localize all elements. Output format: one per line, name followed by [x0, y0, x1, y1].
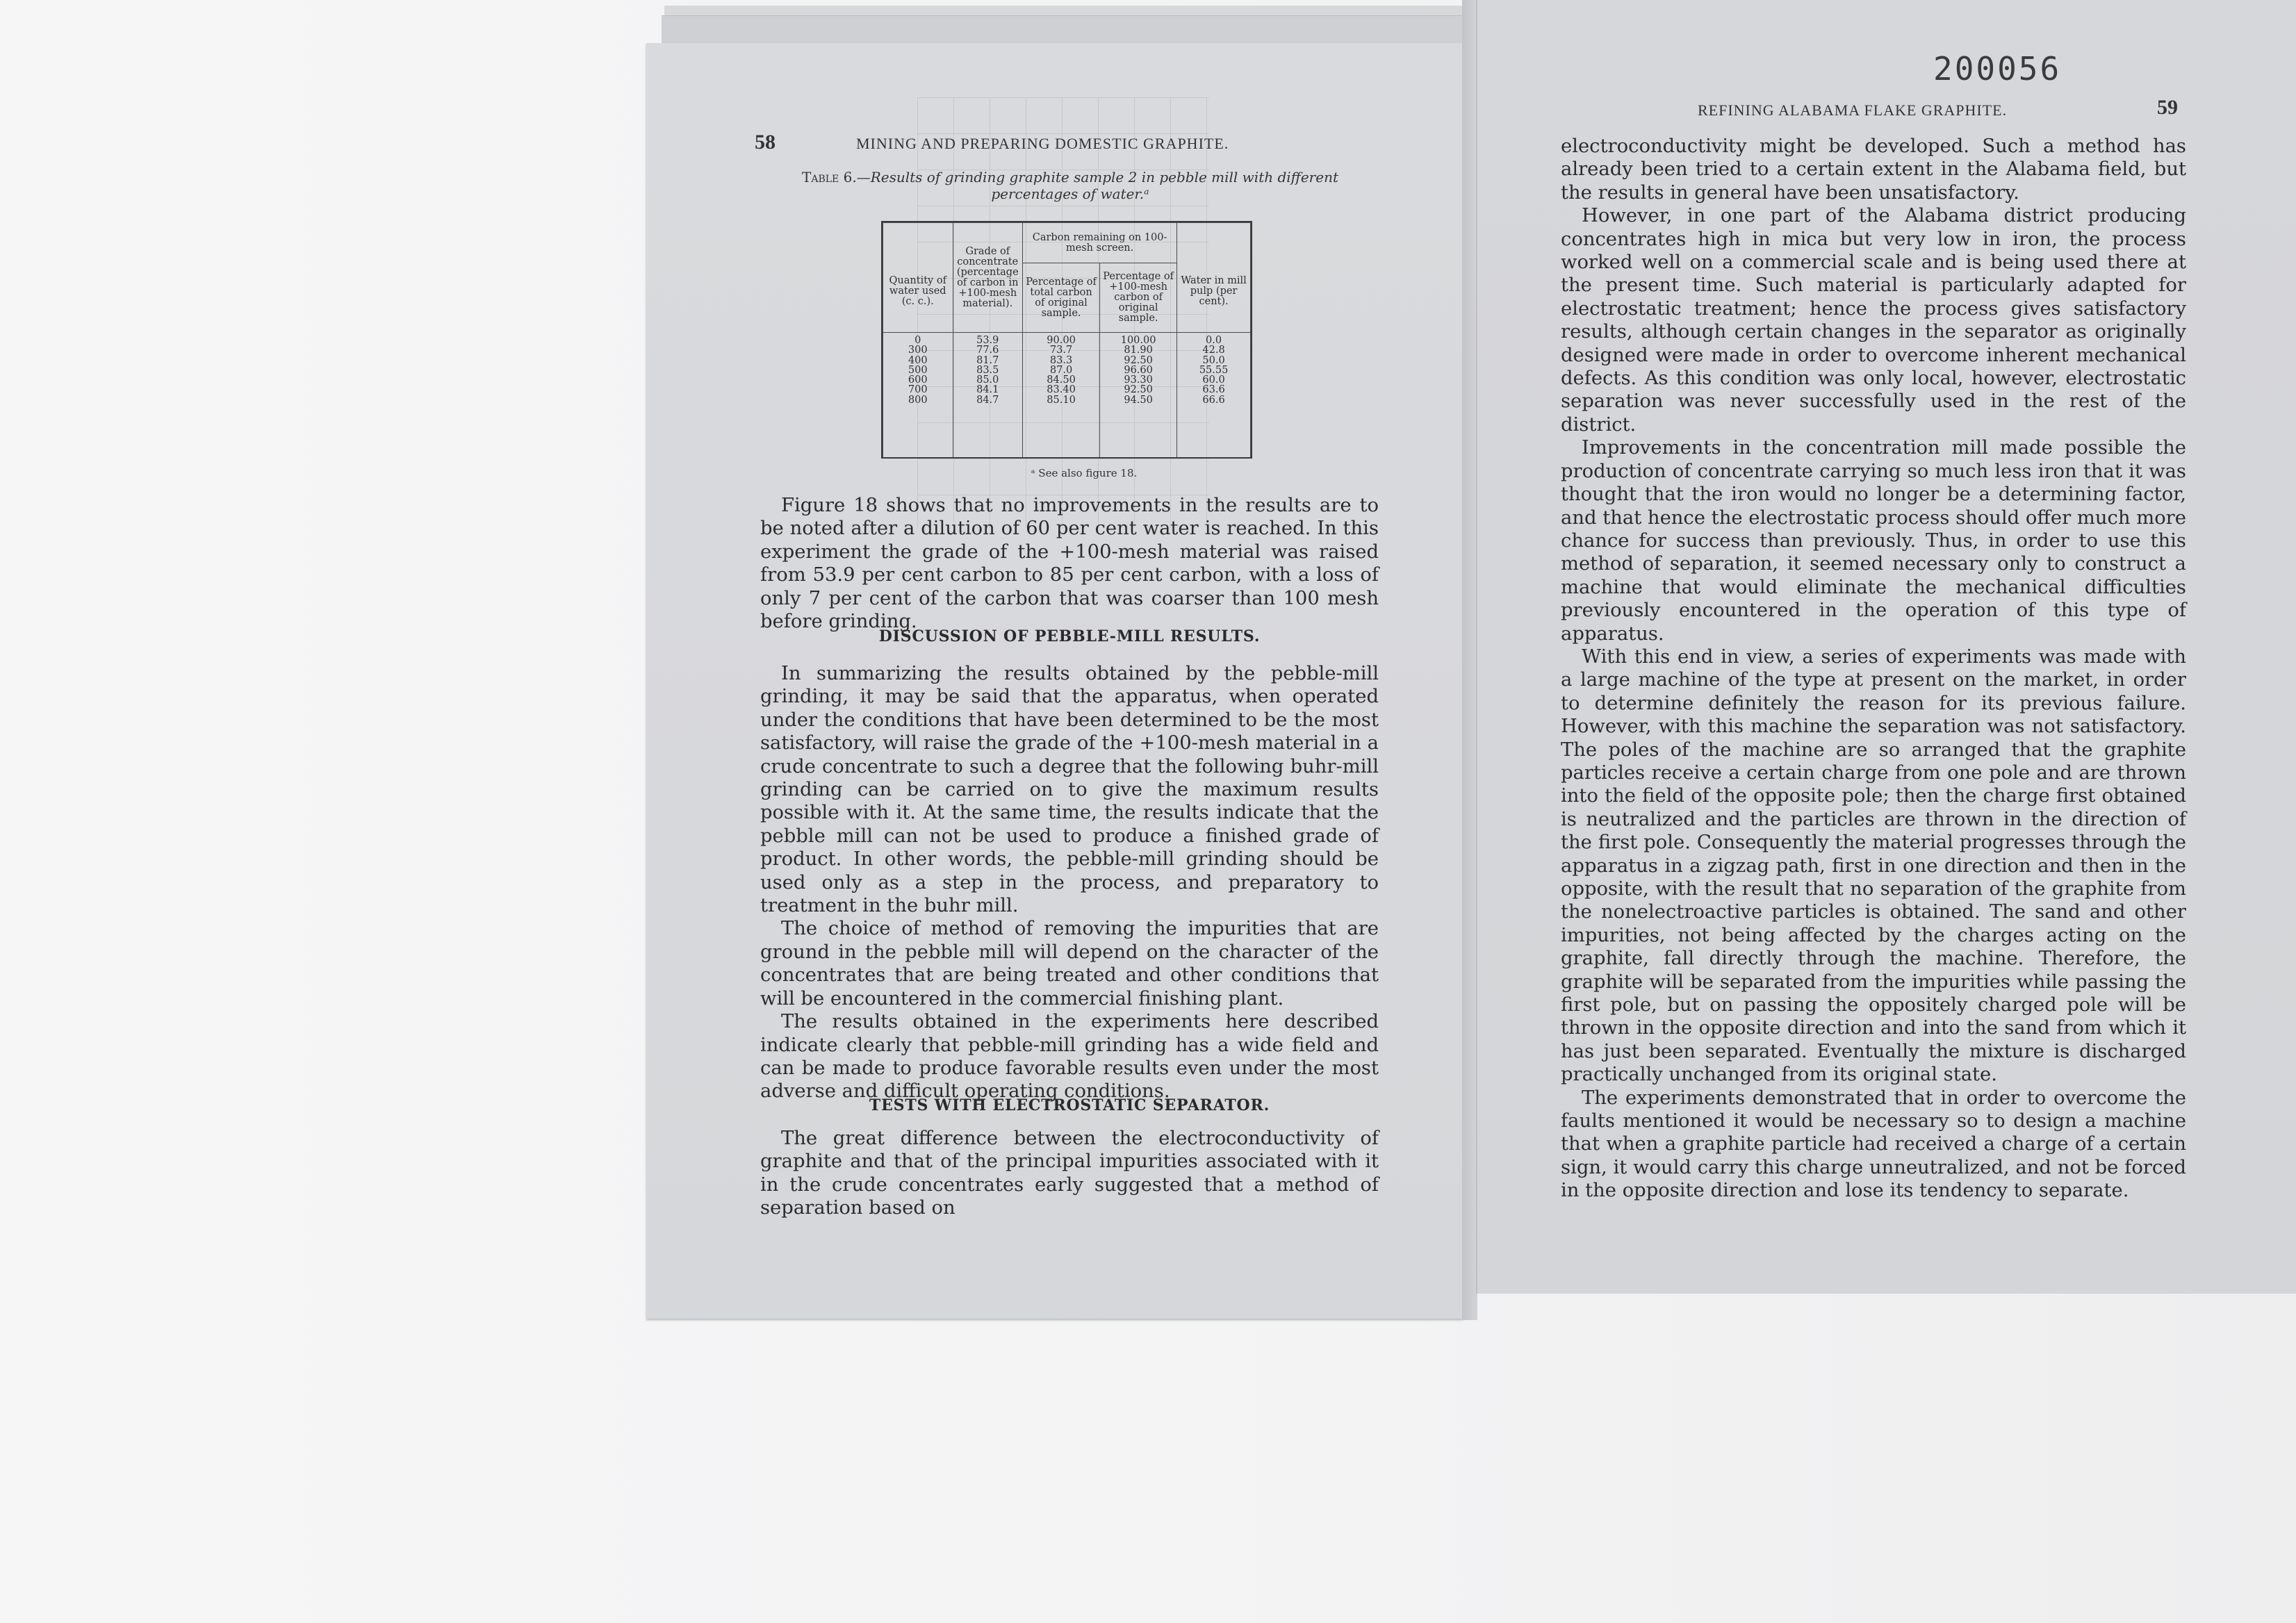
table-cell: 700 [908, 384, 928, 396]
header-carbon-remaining: Carbon remaining on 100-mesh screen. [1023, 223, 1177, 263]
column-pulp-values [1177, 333, 1251, 458]
table-cell: 94.50 [1124, 394, 1153, 406]
table-cell: 66.6 [1202, 394, 1225, 406]
header-water-used: Quantity of water used (c. c.). [883, 223, 953, 333]
paragraph-continued: electroconductivity might be developed. Such a method has already been tried to a certain extent in the Alabama field, but the results in general have been unsatisfactory. [1561, 135, 2186, 204]
table-cell: 600 [908, 374, 928, 386]
page-stack-edge [662, 15, 1468, 44]
paragraph-summary: In summarizing the results obtained by the pebble-mill grinding, it may be said that the apparatus, when operated under the conditions that have been determined to be the most satisfactory, will raise the grade of the +100-mesh material in a crude concentrate to such a degree that the following buhr-mill grinding can be carried on to give the maximum results possible with it. At the same time, the results indicate that the pebble mill can not be used to produce a finished grade of product. In other words, the pebble-mill grinding should be used only as a step in the process, and preparatory to treatment in the buhr mill. [760, 663, 1379, 917]
table-cell: 90.00 [1047, 335, 1076, 346]
column-pct-total-values [1023, 333, 1100, 458]
table-cell: 77.6 [976, 345, 999, 356]
book-gutter [1462, 0, 1477, 1320]
table-cell: 300 [908, 345, 928, 356]
running-head-left: MINING AND PREPARING DOMESTIC GRAPHITE. [856, 135, 1229, 152]
table-cell: 84.1 [976, 384, 999, 396]
table-cell: 96.60 [1124, 364, 1153, 376]
header-pct-mesh: Percentage of +100-mesh carbon of original sample. [1100, 263, 1177, 333]
table-cell: 400 [908, 354, 928, 366]
table-cell: 92.50 [1124, 384, 1153, 396]
page-number-right: 59 [2157, 96, 2178, 119]
column-grade-values [953, 333, 1023, 458]
column-pct-mesh-values [1100, 333, 1177, 458]
table-cell: 93.30 [1124, 374, 1153, 386]
column-water-values [883, 333, 953, 458]
table-cell: 63.6 [1202, 384, 1225, 396]
table-cell: 92.50 [1124, 354, 1153, 366]
left-body-block-2 [760, 662, 1379, 1103]
table-cell: 87.0 [1049, 364, 1073, 376]
paragraph-improvements: Improvements in the concentration mill made possible the production of concentrate carrying so much less iron that it was thought that the iron would no longer be a determining factor, and that hence the electrostatic process should offer much more chance for success than previously. Thus, in order to use this method of separation, it seemed necessary only to construct a machine that would eliminate the mechanical difficulties previously encountered in the operation of this type of apparatus. [1561, 437, 2186, 645]
paragraph-experiments: The experiments demonstrated that in order to overcome the faults mentioned it would be necessary so to design a machine that when a graphite particle had received a charge of a certain sign, it would carry this charge unneutralized, and not be forced in the opposite direction and lose its tendency to separate. [1561, 1087, 2186, 1202]
paragraph-with-this-end: With this end in view, a series of experiments was made with a large machine of the type at present on the market, in order to determine definitely the reason for its previous failure. However, with this machine the separation was not satisfactory. The poles of the machine are so arranged that the graphite particles receive a certain charge from one pole and are thrown into the field of the opposite pole; then the charge first obtained is neutralized and the particles are thrown in the direction of the first pole. Consequently the material progresses through the apparatus in a zigzag path, first in one direction and then in the opposite, with the result that no separation of the graphite from the nonelectroactive particles is obtained. The sand and other impurities, not being affected by the charges acting on the graphite, fall directly through the machine. Therefore, the graphite will be separated from the impurities while passing the first pole, but on passing the oppositely charged pole will be thrown in the opposite direction and into the sand from which it has just been separated. Eventually the mixture is discharged practically unchanged from its original state. [1561, 645, 2186, 1086]
table-caption-text: —Results of grinding graphite sample 2 in pebble mill with different percentages of water.ᵃ [856, 169, 1338, 202]
table-cell: 500 [908, 364, 928, 376]
left-body-block-3 [760, 1127, 1379, 1220]
table-cell: 83.3 [1049, 354, 1073, 366]
table-cell: 81.7 [976, 354, 999, 366]
table-cell: 81.90 [1124, 345, 1153, 356]
stamp-number: 200056 [1933, 50, 2062, 88]
results-table [881, 221, 1252, 459]
table-caption-label: Table 6. [802, 169, 857, 186]
heading-tests: TESTS WITH ELECTROSTATIC SEPARATOR. [869, 1096, 1270, 1114]
table-cell: 83.40 [1047, 384, 1076, 396]
paragraph-however: However, in one part of the Alabama district producing concentrates high in mica but very low in iron, the process worked well on a commercial scale and is being used there at the present time. Such material is particularly adapted for electrostatic treatment; hence the process gives satisfactory results, although certain changes in the separator as originally designed were made in order to overcome inherent mechanical defects. As this condition was only local, however, electrostatic separation was never successfully used in the rest of the district. [1561, 205, 2186, 436]
left-body-block-1 [760, 494, 1379, 633]
table-cell: 0 [915, 335, 921, 346]
paragraph-difference: The great difference between the electroconductivity of graphite and that of the principal impurities associated with it in the crude concentrates early suggested that a method of separation based on [760, 1128, 1379, 1219]
table-cell: 73.7 [1049, 345, 1073, 356]
running-head-right: REFINING ALABAMA FLAKE GRAPHITE. [1698, 101, 2008, 119]
table-footnote: ᵃ See also figure 18. [1031, 467, 1138, 479]
table-cell: 85.10 [1047, 394, 1076, 406]
page-number-left: 58 [755, 131, 776, 154]
table-cell: 50.0 [1202, 354, 1225, 366]
table-cell: 83.5 [976, 364, 999, 376]
header-water-pulp: Water in mill pulp (per cent). [1177, 223, 1251, 333]
header-grade: Grade of concentrate (percentage of carbon in +100-mesh material). [953, 223, 1023, 333]
table-cell: 84.50 [1047, 374, 1076, 386]
table-cell: 53.9 [976, 335, 999, 346]
table-cell: 42.8 [1202, 345, 1225, 356]
table-caption [764, 169, 1376, 202]
right-body-block [1561, 135, 2186, 1203]
paragraph-results: The results obtained in the experiments here described indicate clearly that pebble-mill grinding has a wide field and can be made to produce favorable results even under the most adverse and difficult operating conditions. [760, 1011, 1379, 1103]
paragraph-figure-18: Figure 18 shows that no improvements in the results are to be noted after a dilution of 60 per cent water is reached. In this experiment the grade of the +100-mesh material was raised from 53.9 per cent carbon to 85 per cent carbon, with a loss of only 7 per cent of the carbon that was coarser than 100 mesh before grinding. [760, 495, 1379, 633]
table-cell: 800 [908, 394, 928, 406]
table-cell: 60.0 [1202, 374, 1225, 386]
table-cell: 100.00 [1120, 335, 1156, 346]
heading-discussion: DISCUSSION OF PEBBLE-MILL RESULTS. [878, 627, 1261, 645]
header-pct-total: Percentage of total carbon of original sample. [1023, 263, 1100, 333]
table-cell: 0.0 [1206, 335, 1222, 346]
paragraph-choice: The choice of method of removing the impurities that are ground in the pebble mill will depend on the character of the concentrates that are being treated and other conditions that will be encountered in the commercial finishing plant. [760, 918, 1379, 1010]
table-cell: 84.7 [976, 394, 999, 406]
table-cell: 85.0 [976, 374, 999, 386]
table-cell: 55.55 [1199, 364, 1229, 376]
